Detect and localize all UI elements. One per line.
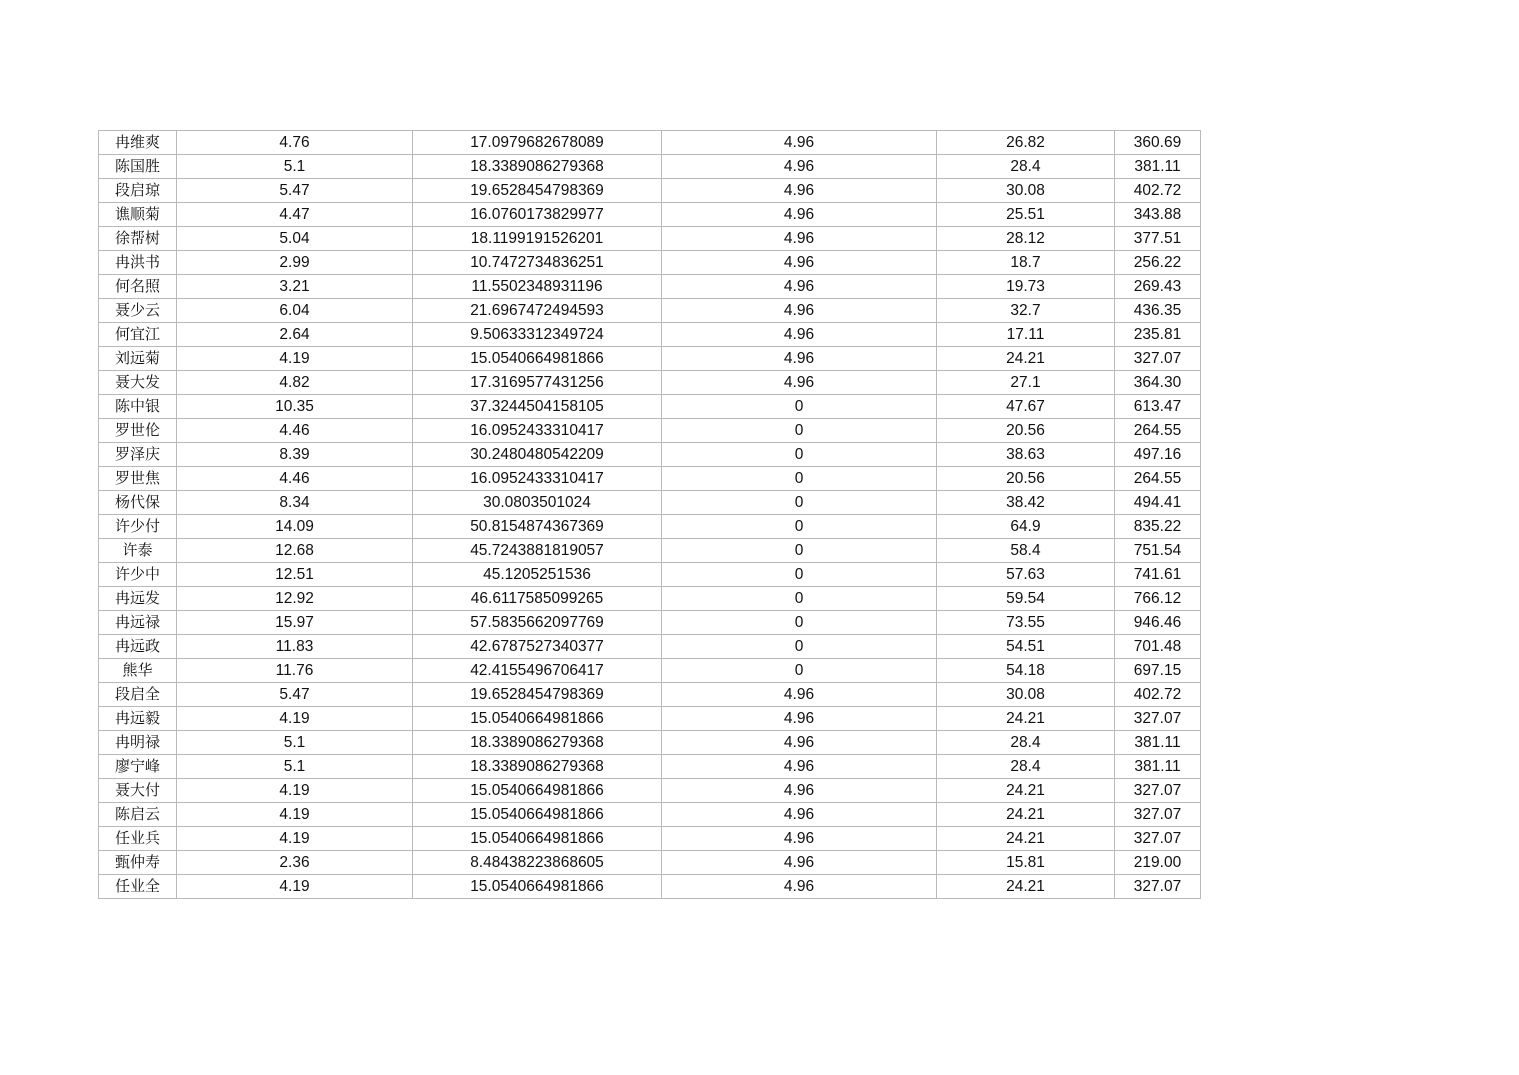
value-cell-3: 4.96 bbox=[662, 731, 937, 755]
total-cell: 264.55 bbox=[1115, 467, 1201, 491]
total-cell: 269.43 bbox=[1115, 275, 1201, 299]
name-cell: 许少付 bbox=[99, 515, 177, 539]
value-cell-1: 4.46 bbox=[177, 419, 413, 443]
value-cell-4: 47.67 bbox=[937, 395, 1115, 419]
total-cell: 381.11 bbox=[1115, 155, 1201, 179]
value-cell-4: 20.56 bbox=[937, 419, 1115, 443]
value-cell-3: 4.96 bbox=[662, 875, 937, 899]
name-cell: 廖宁峰 bbox=[99, 755, 177, 779]
value-cell-4: 58.4 bbox=[937, 539, 1115, 563]
value-cell-2: 9.50633312349724 bbox=[413, 323, 662, 347]
value-cell-1: 12.68 bbox=[177, 539, 413, 563]
value-cell-3: 0 bbox=[662, 587, 937, 611]
value-cell-3: 4.96 bbox=[662, 323, 937, 347]
value-cell-1: 5.04 bbox=[177, 227, 413, 251]
value-cell-1: 12.51 bbox=[177, 563, 413, 587]
value-cell-4: 24.21 bbox=[937, 803, 1115, 827]
value-cell-4: 54.51 bbox=[937, 635, 1115, 659]
table-row bbox=[99, 731, 1201, 755]
value-cell-2: 15.0540664981866 bbox=[413, 707, 662, 731]
value-cell-3: 0 bbox=[662, 635, 937, 659]
value-cell-2: 17.0979682678089 bbox=[413, 131, 662, 155]
value-cell-3: 4.96 bbox=[662, 299, 937, 323]
name-cell: 许泰 bbox=[99, 539, 177, 563]
total-cell: 494.41 bbox=[1115, 491, 1201, 515]
value-cell-1: 4.19 bbox=[177, 875, 413, 899]
total-cell: 381.11 bbox=[1115, 731, 1201, 755]
value-cell-1: 4.76 bbox=[177, 131, 413, 155]
table-row bbox=[99, 467, 1201, 491]
table-row bbox=[99, 875, 1201, 899]
value-cell-2: 15.0540664981866 bbox=[413, 875, 662, 899]
value-cell-1: 12.92 bbox=[177, 587, 413, 611]
total-cell: 364.30 bbox=[1115, 371, 1201, 395]
value-cell-2: 11.5502348931196 bbox=[413, 275, 662, 299]
total-cell: 697.15 bbox=[1115, 659, 1201, 683]
table-row bbox=[99, 179, 1201, 203]
total-cell: 360.69 bbox=[1115, 131, 1201, 155]
value-cell-3: 4.96 bbox=[662, 851, 937, 875]
table-row bbox=[99, 371, 1201, 395]
value-cell-2: 18.3389086279368 bbox=[413, 731, 662, 755]
value-cell-2: 42.4155496706417 bbox=[413, 659, 662, 683]
name-cell: 陈启云 bbox=[99, 803, 177, 827]
table-row bbox=[99, 587, 1201, 611]
value-cell-1: 5.1 bbox=[177, 155, 413, 179]
value-cell-3: 4.96 bbox=[662, 827, 937, 851]
value-cell-2: 17.3169577431256 bbox=[413, 371, 662, 395]
table-row bbox=[99, 131, 1201, 155]
total-cell: 235.81 bbox=[1115, 323, 1201, 347]
value-cell-3: 0 bbox=[662, 539, 937, 563]
value-cell-3: 4.96 bbox=[662, 707, 937, 731]
name-cell: 谯顺菊 bbox=[99, 203, 177, 227]
total-cell: 701.48 bbox=[1115, 635, 1201, 659]
total-cell: 613.47 bbox=[1115, 395, 1201, 419]
value-cell-2: 21.6967472494593 bbox=[413, 299, 662, 323]
value-cell-1: 5.47 bbox=[177, 179, 413, 203]
value-cell-3: 4.96 bbox=[662, 251, 937, 275]
value-cell-1: 4.19 bbox=[177, 827, 413, 851]
total-cell: 327.07 bbox=[1115, 827, 1201, 851]
value-cell-2: 16.0760173829977 bbox=[413, 203, 662, 227]
value-cell-1: 3.21 bbox=[177, 275, 413, 299]
value-cell-2: 15.0540664981866 bbox=[413, 827, 662, 851]
value-cell-1: 2.64 bbox=[177, 323, 413, 347]
value-cell-1: 5.47 bbox=[177, 683, 413, 707]
value-cell-1: 2.36 bbox=[177, 851, 413, 875]
name-cell: 陈中银 bbox=[99, 395, 177, 419]
value-cell-3: 4.96 bbox=[662, 179, 937, 203]
name-cell: 陈国胜 bbox=[99, 155, 177, 179]
table-row bbox=[99, 227, 1201, 251]
name-cell: 聂大付 bbox=[99, 779, 177, 803]
name-cell: 聂少云 bbox=[99, 299, 177, 323]
value-cell-4: 38.42 bbox=[937, 491, 1115, 515]
name-cell: 冉维爽 bbox=[99, 131, 177, 155]
total-cell: 835.22 bbox=[1115, 515, 1201, 539]
total-cell: 377.51 bbox=[1115, 227, 1201, 251]
value-cell-3: 0 bbox=[662, 491, 937, 515]
value-cell-4: 20.56 bbox=[937, 467, 1115, 491]
value-cell-2: 42.6787527340377 bbox=[413, 635, 662, 659]
name-cell: 冉远毅 bbox=[99, 707, 177, 731]
value-cell-1: 8.39 bbox=[177, 443, 413, 467]
value-cell-1: 2.99 bbox=[177, 251, 413, 275]
table-row bbox=[99, 275, 1201, 299]
value-cell-3: 4.96 bbox=[662, 683, 937, 707]
value-cell-2: 18.3389086279368 bbox=[413, 755, 662, 779]
table-row bbox=[99, 515, 1201, 539]
table-row bbox=[99, 827, 1201, 851]
total-cell: 741.61 bbox=[1115, 563, 1201, 587]
value-cell-4: 24.21 bbox=[937, 707, 1115, 731]
value-cell-3: 0 bbox=[662, 611, 937, 635]
value-cell-2: 19.6528454798369 bbox=[413, 179, 662, 203]
value-cell-2: 57.5835662097769 bbox=[413, 611, 662, 635]
name-cell: 段启琼 bbox=[99, 179, 177, 203]
total-cell: 327.07 bbox=[1115, 779, 1201, 803]
value-cell-4: 28.4 bbox=[937, 731, 1115, 755]
value-cell-4: 18.7 bbox=[937, 251, 1115, 275]
data-table bbox=[98, 130, 1201, 899]
name-cell: 段启全 bbox=[99, 683, 177, 707]
value-cell-4: 28.4 bbox=[937, 755, 1115, 779]
value-cell-2: 16.0952433310417 bbox=[413, 419, 662, 443]
name-cell: 徐帮树 bbox=[99, 227, 177, 251]
total-cell: 327.07 bbox=[1115, 707, 1201, 731]
table-row bbox=[99, 251, 1201, 275]
table-row bbox=[99, 323, 1201, 347]
value-cell-2: 15.0540664981866 bbox=[413, 803, 662, 827]
table-row bbox=[99, 155, 1201, 179]
name-cell: 冉远发 bbox=[99, 587, 177, 611]
total-cell: 327.07 bbox=[1115, 347, 1201, 371]
value-cell-2: 46.6117585099265 bbox=[413, 587, 662, 611]
value-cell-3: 4.96 bbox=[662, 275, 937, 299]
value-cell-1: 4.19 bbox=[177, 779, 413, 803]
name-cell: 任业全 bbox=[99, 875, 177, 899]
total-cell: 766.12 bbox=[1115, 587, 1201, 611]
value-cell-4: 64.9 bbox=[937, 515, 1115, 539]
value-cell-4: 15.81 bbox=[937, 851, 1115, 875]
table-row bbox=[99, 851, 1201, 875]
name-cell: 何宜江 bbox=[99, 323, 177, 347]
value-cell-4: 59.54 bbox=[937, 587, 1115, 611]
value-cell-1: 5.1 bbox=[177, 755, 413, 779]
table-row bbox=[99, 491, 1201, 515]
value-cell-3: 0 bbox=[662, 419, 937, 443]
value-cell-1: 11.76 bbox=[177, 659, 413, 683]
table-row bbox=[99, 347, 1201, 371]
value-cell-2: 37.3244504158105 bbox=[413, 395, 662, 419]
value-cell-3: 4.96 bbox=[662, 779, 937, 803]
table-row bbox=[99, 419, 1201, 443]
table-row bbox=[99, 539, 1201, 563]
value-cell-2: 18.1199191526201 bbox=[413, 227, 662, 251]
name-cell: 罗泽庆 bbox=[99, 443, 177, 467]
value-cell-1: 4.19 bbox=[177, 803, 413, 827]
name-cell: 刘远菊 bbox=[99, 347, 177, 371]
name-cell: 甄仲寿 bbox=[99, 851, 177, 875]
value-cell-4: 30.08 bbox=[937, 179, 1115, 203]
name-cell: 聂大发 bbox=[99, 371, 177, 395]
value-cell-4: 26.82 bbox=[937, 131, 1115, 155]
total-cell: 256.22 bbox=[1115, 251, 1201, 275]
name-cell: 冉远政 bbox=[99, 635, 177, 659]
name-cell: 罗世焦 bbox=[99, 467, 177, 491]
total-cell: 343.88 bbox=[1115, 203, 1201, 227]
value-cell-4: 54.18 bbox=[937, 659, 1115, 683]
value-cell-4: 17.11 bbox=[937, 323, 1115, 347]
value-cell-2: 45.7243881819057 bbox=[413, 539, 662, 563]
table-row bbox=[99, 683, 1201, 707]
value-cell-3: 0 bbox=[662, 563, 937, 587]
value-cell-3: 4.96 bbox=[662, 755, 937, 779]
value-cell-4: 27.1 bbox=[937, 371, 1115, 395]
value-cell-2: 30.0803501024 bbox=[413, 491, 662, 515]
total-cell: 381.11 bbox=[1115, 755, 1201, 779]
total-cell: 497.16 bbox=[1115, 443, 1201, 467]
value-cell-1: 15.97 bbox=[177, 611, 413, 635]
value-cell-3: 0 bbox=[662, 659, 937, 683]
value-cell-3: 4.96 bbox=[662, 131, 937, 155]
table-row bbox=[99, 443, 1201, 467]
value-cell-4: 57.63 bbox=[937, 563, 1115, 587]
table-row bbox=[99, 611, 1201, 635]
value-cell-3: 4.96 bbox=[662, 803, 937, 827]
table-row bbox=[99, 707, 1201, 731]
value-cell-1: 14.09 bbox=[177, 515, 413, 539]
name-cell: 任业兵 bbox=[99, 827, 177, 851]
total-cell: 751.54 bbox=[1115, 539, 1201, 563]
name-cell: 许少中 bbox=[99, 563, 177, 587]
total-cell: 402.72 bbox=[1115, 179, 1201, 203]
name-cell: 杨代保 bbox=[99, 491, 177, 515]
total-cell: 402.72 bbox=[1115, 683, 1201, 707]
table-row bbox=[99, 755, 1201, 779]
value-cell-1: 4.19 bbox=[177, 347, 413, 371]
value-cell-1: 10.35 bbox=[177, 395, 413, 419]
value-cell-4: 32.7 bbox=[937, 299, 1115, 323]
value-cell-1: 11.83 bbox=[177, 635, 413, 659]
name-cell: 冉远禄 bbox=[99, 611, 177, 635]
value-cell-4: 28.4 bbox=[937, 155, 1115, 179]
name-cell: 熊华 bbox=[99, 659, 177, 683]
value-cell-2: 18.3389086279368 bbox=[413, 155, 662, 179]
table-row bbox=[99, 203, 1201, 227]
table-row bbox=[99, 779, 1201, 803]
value-cell-2: 30.2480480542209 bbox=[413, 443, 662, 467]
value-cell-1: 4.47 bbox=[177, 203, 413, 227]
value-cell-4: 30.08 bbox=[937, 683, 1115, 707]
value-cell-4: 73.55 bbox=[937, 611, 1115, 635]
value-cell-3: 0 bbox=[662, 443, 937, 467]
table-row bbox=[99, 395, 1201, 419]
value-cell-4: 25.51 bbox=[937, 203, 1115, 227]
value-cell-1: 4.46 bbox=[177, 467, 413, 491]
total-cell: 264.55 bbox=[1115, 419, 1201, 443]
value-cell-2: 10.7472734836251 bbox=[413, 251, 662, 275]
value-cell-3: 4.96 bbox=[662, 371, 937, 395]
value-cell-3: 0 bbox=[662, 395, 937, 419]
value-cell-3: 4.96 bbox=[662, 227, 937, 251]
value-cell-2: 50.8154874367369 bbox=[413, 515, 662, 539]
value-cell-4: 19.73 bbox=[937, 275, 1115, 299]
name-cell: 何名照 bbox=[99, 275, 177, 299]
table-row bbox=[99, 299, 1201, 323]
value-cell-1: 4.82 bbox=[177, 371, 413, 395]
name-cell: 冉洪书 bbox=[99, 251, 177, 275]
table-body bbox=[99, 131, 1201, 899]
value-cell-3: 4.96 bbox=[662, 155, 937, 179]
table-row bbox=[99, 563, 1201, 587]
value-cell-2: 15.0540664981866 bbox=[413, 779, 662, 803]
total-cell: 327.07 bbox=[1115, 803, 1201, 827]
table-row bbox=[99, 635, 1201, 659]
value-cell-2: 45.1205251536 bbox=[413, 563, 662, 587]
value-cell-4: 24.21 bbox=[937, 347, 1115, 371]
value-cell-3: 4.96 bbox=[662, 203, 937, 227]
value-cell-4: 28.12 bbox=[937, 227, 1115, 251]
name-cell: 冉明禄 bbox=[99, 731, 177, 755]
name-cell: 罗世伦 bbox=[99, 419, 177, 443]
value-cell-4: 24.21 bbox=[937, 779, 1115, 803]
value-cell-3: 0 bbox=[662, 515, 937, 539]
value-cell-2: 8.48438223868605 bbox=[413, 851, 662, 875]
total-cell: 327.07 bbox=[1115, 875, 1201, 899]
value-cell-2: 19.6528454798369 bbox=[413, 683, 662, 707]
total-cell: 436.35 bbox=[1115, 299, 1201, 323]
value-cell-1: 5.1 bbox=[177, 731, 413, 755]
value-cell-4: 24.21 bbox=[937, 875, 1115, 899]
value-cell-4: 38.63 bbox=[937, 443, 1115, 467]
value-cell-1: 4.19 bbox=[177, 707, 413, 731]
value-cell-4: 24.21 bbox=[937, 827, 1115, 851]
table-row bbox=[99, 803, 1201, 827]
value-cell-3: 0 bbox=[662, 467, 937, 491]
value-cell-1: 8.34 bbox=[177, 491, 413, 515]
value-cell-2: 16.0952433310417 bbox=[413, 467, 662, 491]
value-cell-2: 15.0540664981866 bbox=[413, 347, 662, 371]
value-cell-1: 6.04 bbox=[177, 299, 413, 323]
total-cell: 946.46 bbox=[1115, 611, 1201, 635]
table-row bbox=[99, 659, 1201, 683]
total-cell: 219.00 bbox=[1115, 851, 1201, 875]
value-cell-3: 4.96 bbox=[662, 347, 937, 371]
